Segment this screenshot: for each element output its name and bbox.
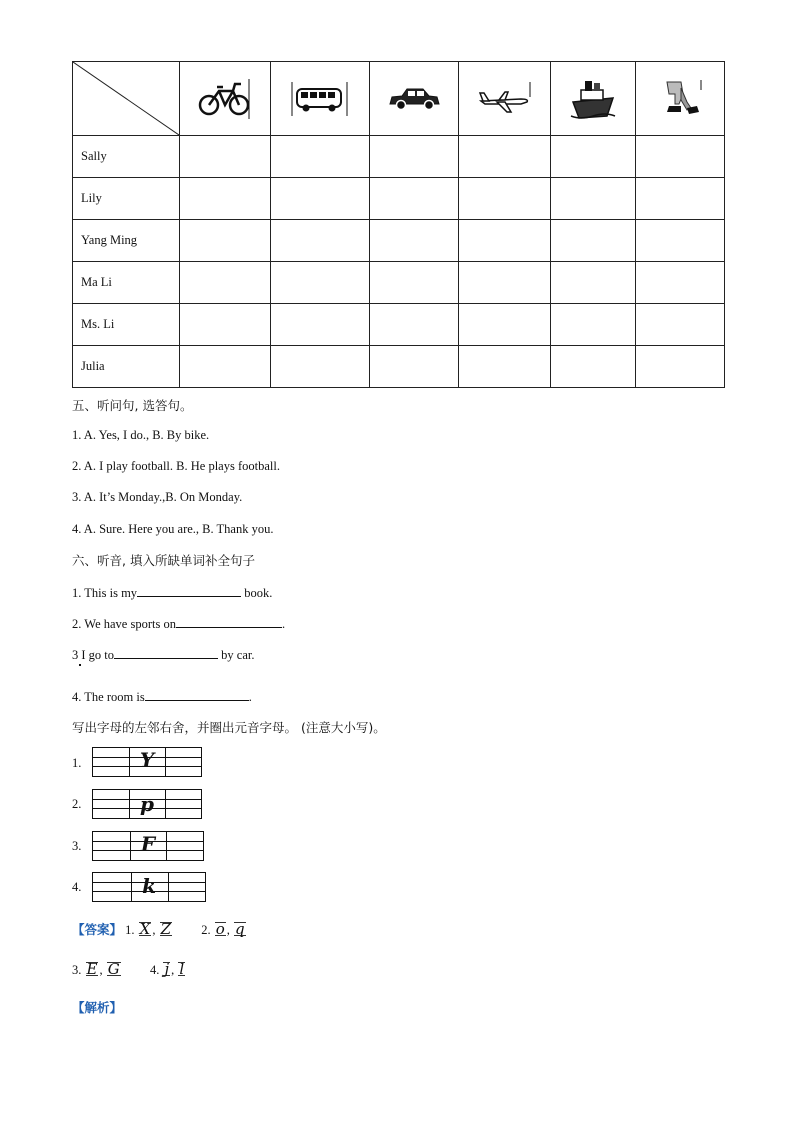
answer-row-1: 【答案】 1. X , Z 2. o , q: [72, 920, 245, 938]
plane-header-cell: [459, 62, 551, 136]
section7-title: 写出字母的左邻右舍，并圈出元音字母。 (注意大小写)。: [72, 720, 386, 735]
answer-cell[interactable]: [271, 220, 370, 262]
answer-cell[interactable]: [180, 262, 271, 304]
fill-sentence-2: [72, 615, 285, 632]
fill-sentence-1: [72, 584, 272, 601]
section5-title: 五、听问句, 选答句。: [72, 398, 193, 413]
name-cell: Sally: [73, 136, 180, 178]
letter-writing-grid[interactable]: [92, 831, 204, 861]
letter-item-number: 3.: [72, 839, 82, 853]
bike-icon: [180, 79, 270, 119]
answer-cell[interactable]: [370, 178, 459, 220]
answer-letter: j: [164, 960, 170, 978]
name-cell: Julia: [73, 346, 180, 388]
answer-cell[interactable]: [636, 304, 725, 346]
sentence-start: 1. This is my: [72, 586, 138, 600]
answer-cell[interactable]: [459, 136, 551, 178]
walk-icon: [636, 78, 724, 120]
answer-cell[interactable]: [271, 136, 370, 178]
answer-cell[interactable]: [551, 262, 636, 304]
bike-header-cell: [180, 62, 271, 136]
sentence-end: book.: [241, 586, 273, 600]
answer-letter: E: [86, 960, 98, 978]
given-letter: k: [142, 874, 156, 898]
sentence-end: .: [281, 617, 286, 631]
answer-number: 4.: [149, 963, 160, 977]
answer-cell[interactable]: [636, 220, 725, 262]
answer-cell[interactable]: [271, 304, 370, 346]
answer-cell[interactable]: [636, 346, 725, 388]
answer-cell[interactable]: [370, 346, 459, 388]
answer-letter: X: [139, 920, 151, 938]
answer-cell[interactable]: [180, 178, 271, 220]
sentence-end: .: [248, 690, 252, 704]
stray-dot: [79, 664, 81, 666]
letter-writing-grid[interactable]: [92, 789, 202, 819]
answer-cell[interactable]: [370, 262, 459, 304]
car-icon: [370, 84, 458, 114]
diagonal-header-cell: [73, 62, 180, 136]
name-cell: Yang Ming: [73, 220, 180, 262]
plane-icon: [459, 81, 550, 117]
answer-cell[interactable]: [551, 136, 636, 178]
letter-writing-grid[interactable]: [92, 747, 202, 777]
answer-row-2: 3. E , G 4. j , l: [72, 960, 185, 978]
sentence-start: 4. The room is: [72, 690, 145, 704]
given-letter: Y: [139, 748, 155, 772]
name-cell: Ms. Li: [73, 304, 180, 346]
answer-cell[interactable]: [459, 304, 551, 346]
answer-cell[interactable]: [551, 220, 636, 262]
analysis-label: 【解析】: [72, 1000, 123, 1015]
answer-letter: q: [235, 920, 245, 938]
answer-cell[interactable]: [180, 346, 271, 388]
section5-item-1: 1. A. Yes, I do., B. By bike.: [72, 428, 210, 442]
letter-item-number: 4.: [72, 880, 82, 894]
letter-item-number: 2.: [72, 797, 82, 811]
given-letter: F: [140, 832, 156, 856]
given-letter: p: [140, 792, 154, 816]
name-cell: Ma Li: [73, 262, 180, 304]
answer-label: 【答案】: [72, 922, 123, 937]
answer-cell[interactable]: [180, 304, 271, 346]
answer-blank[interactable]: [176, 615, 282, 628]
answer-letter: l: [179, 960, 185, 978]
answer-cell[interactable]: [180, 220, 271, 262]
sentence-start: 3 I go to: [72, 648, 115, 662]
answer-blank[interactable]: [114, 646, 218, 659]
answer-cell[interactable]: [271, 346, 370, 388]
answer-cell[interactable]: [459, 220, 551, 262]
answer-cell[interactable]: [551, 304, 636, 346]
answer-cell[interactable]: [271, 178, 370, 220]
answer-letter: Z: [160, 920, 172, 938]
bus-icon: [271, 80, 369, 118]
letter-writing-grid[interactable]: [92, 872, 206, 902]
walk-header-cell: [636, 62, 725, 136]
answer-cell[interactable]: [459, 346, 551, 388]
letter-item-number: 1.: [72, 756, 82, 770]
answer-letter: o: [215, 920, 225, 938]
sentence-start: 2. We have sports on: [72, 617, 176, 631]
ship-header-cell: [551, 62, 636, 136]
section5-item-2: 2. A. I play football. B. He plays football.: [72, 459, 280, 473]
fill-sentence-3: [72, 646, 254, 663]
answer-cell[interactable]: [636, 136, 725, 178]
name-cell: Lily: [73, 178, 180, 220]
answer-letter: G: [107, 960, 120, 978]
answer-cell[interactable]: [551, 346, 636, 388]
ship-icon: [551, 76, 635, 122]
diagonal-line: [73, 62, 179, 135]
fill-sentence-4: [72, 688, 252, 705]
answer-cell[interactable]: [636, 178, 725, 220]
answer-blank[interactable]: [137, 584, 241, 597]
answer-number: 3.: [72, 963, 82, 977]
sentence-end: by car.: [218, 648, 255, 662]
answer-cell[interactable]: [551, 178, 636, 220]
answer-cell[interactable]: [370, 136, 459, 178]
section6-title: 六、听音, 填入所缺单词补全句子: [72, 553, 255, 568]
answer-number: 2.: [201, 923, 211, 937]
answer-cell[interactable]: [271, 262, 370, 304]
answer-cell[interactable]: [459, 178, 551, 220]
car-header-cell: [370, 62, 459, 136]
answer-cell[interactable]: [636, 262, 725, 304]
answer-cell[interactable]: [459, 262, 551, 304]
transport-table: [72, 61, 725, 388]
answer-number: 1.: [125, 923, 135, 937]
section5-item-4: 4. A. Sure. Here you are., B. Thank you.: [72, 522, 274, 536]
answer-cell[interactable]: [180, 136, 271, 178]
answer-cell[interactable]: [370, 304, 459, 346]
bus-header-cell: [271, 62, 370, 136]
answer-blank[interactable]: [145, 688, 249, 701]
answer-cell[interactable]: [370, 220, 459, 262]
section5-item-3: 3. A. It’s Monday.,B. On Monday.: [72, 490, 243, 504]
